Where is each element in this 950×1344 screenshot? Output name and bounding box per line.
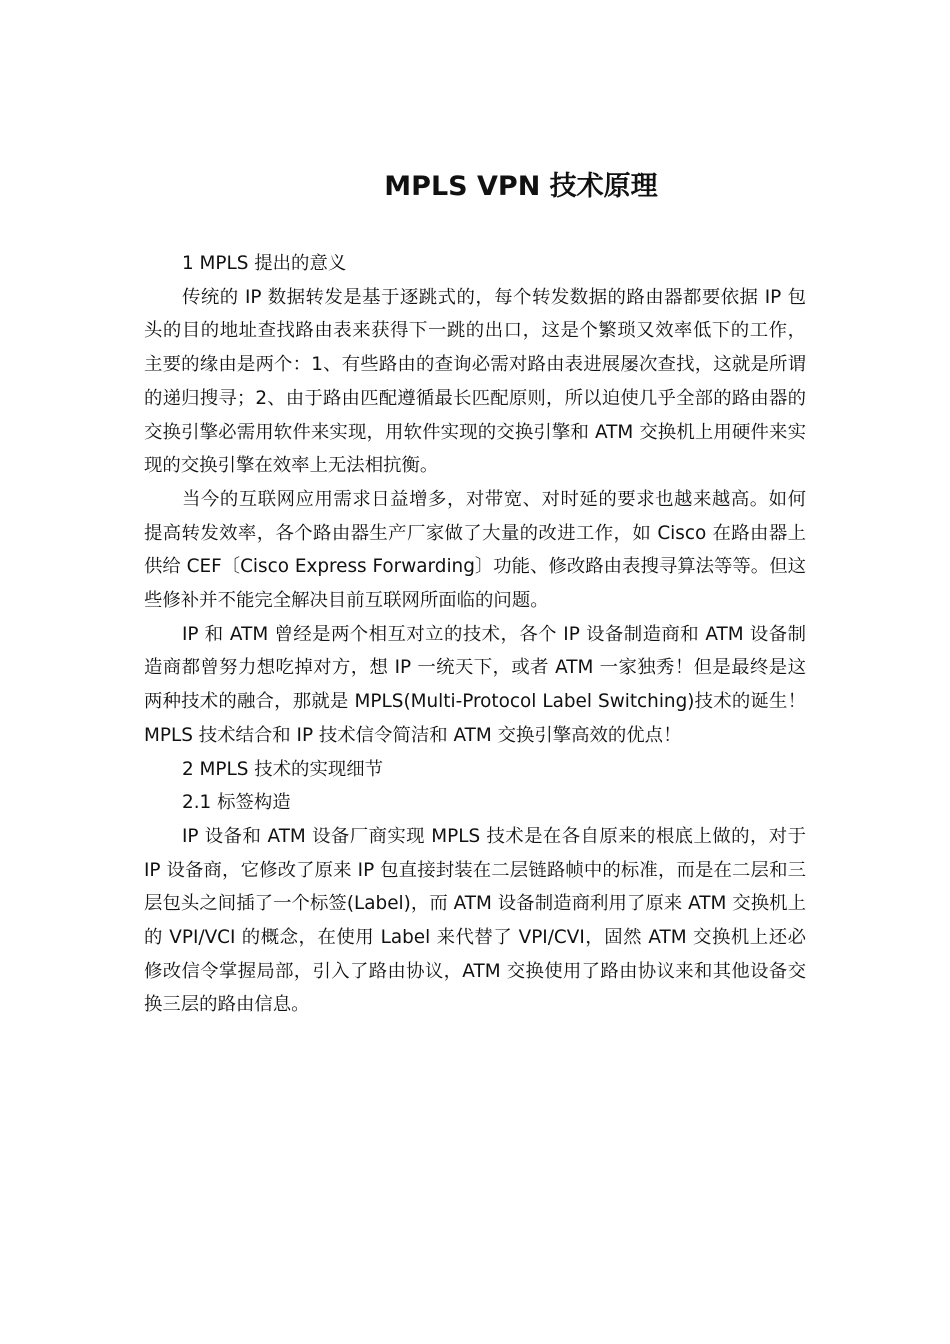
document-title: MPLS VPN 技术原理 [384,171,658,202]
section-heading: 2 MPLS 技术的实现细节 [182,758,384,780]
section-heading: 1 MPLS 提出的意义 [182,253,347,274]
paragraph: IP 和 ATM 曾经是两个相互对立的技术，各个 IP 设备制造商和 ATM 设备制造商都曾努力想吃掉对方，想 IP 一统天下，或者 ATM 一家独秀！但是最终是这两种技术的融合，那就是 MPLS(Multi-Protocol Label Switching)技术的诞生！ MPLS 技术结合和 IP 技术信令简洁和 ATM 交换引擎高效的优点！ [144,623,806,746]
document-body [144,247,806,1022]
paragraph: 传统的 IP 数据转发是基于逐跳式的，每个转发数据的路由器都要依据 IP 包头的目的地址查找路由表来获得下一跳的出口，这是个繁琐又效率低下的工作，主要的缘由是两个：1、有些路由的查询必需对路由表进展屡次查找，这就是所谓的递归搜寻；2、由于路由匹配遵循最长匹配原则，所以迫使几乎全部的路由器的交换引擎必需用软件来实现，用软件实现的交换引擎和 ATM 交换机上用硬件来实现的交换引擎在效率上无法相抗衡。 [144,286,806,477]
subsection-heading: 2.1 标签构造 [182,792,291,814]
paragraph: 当今的互联网应用需求日益增多，对带宽、对时延的要求也越来越高。如何提高转发效率，各个路由器生产厂家做了大量的改进工作，如 Cisco 在路由器上供给 CEF〔Cisco Express Forwarding〕功能、修改路由表搜寻算法等等。但这些修补并不能完全解决目前互联网所面临的问题。 [144,488,806,612]
paragraph: IP 设备和 ATM 设备厂商实现 MPLS 技术是在各自原来的根底上做的，对于 IP 设备商，它修改了原来 IP 包直接封装在二层链路帧中的标准，而是在二层和三层包头之间插了一个标签(Label)，而 ATM 设备制造商利用了原来 ATM 交换机上的 VPI/VCI 的概念，在使用 Label 来代替了 VPI/CVI，固然 ATM 交换机上还必修改信令掌握局部，引入了路由协议，ATM 交换使用了路由协议来和其他设备交换三层的路由信息。 [144,825,806,1016]
